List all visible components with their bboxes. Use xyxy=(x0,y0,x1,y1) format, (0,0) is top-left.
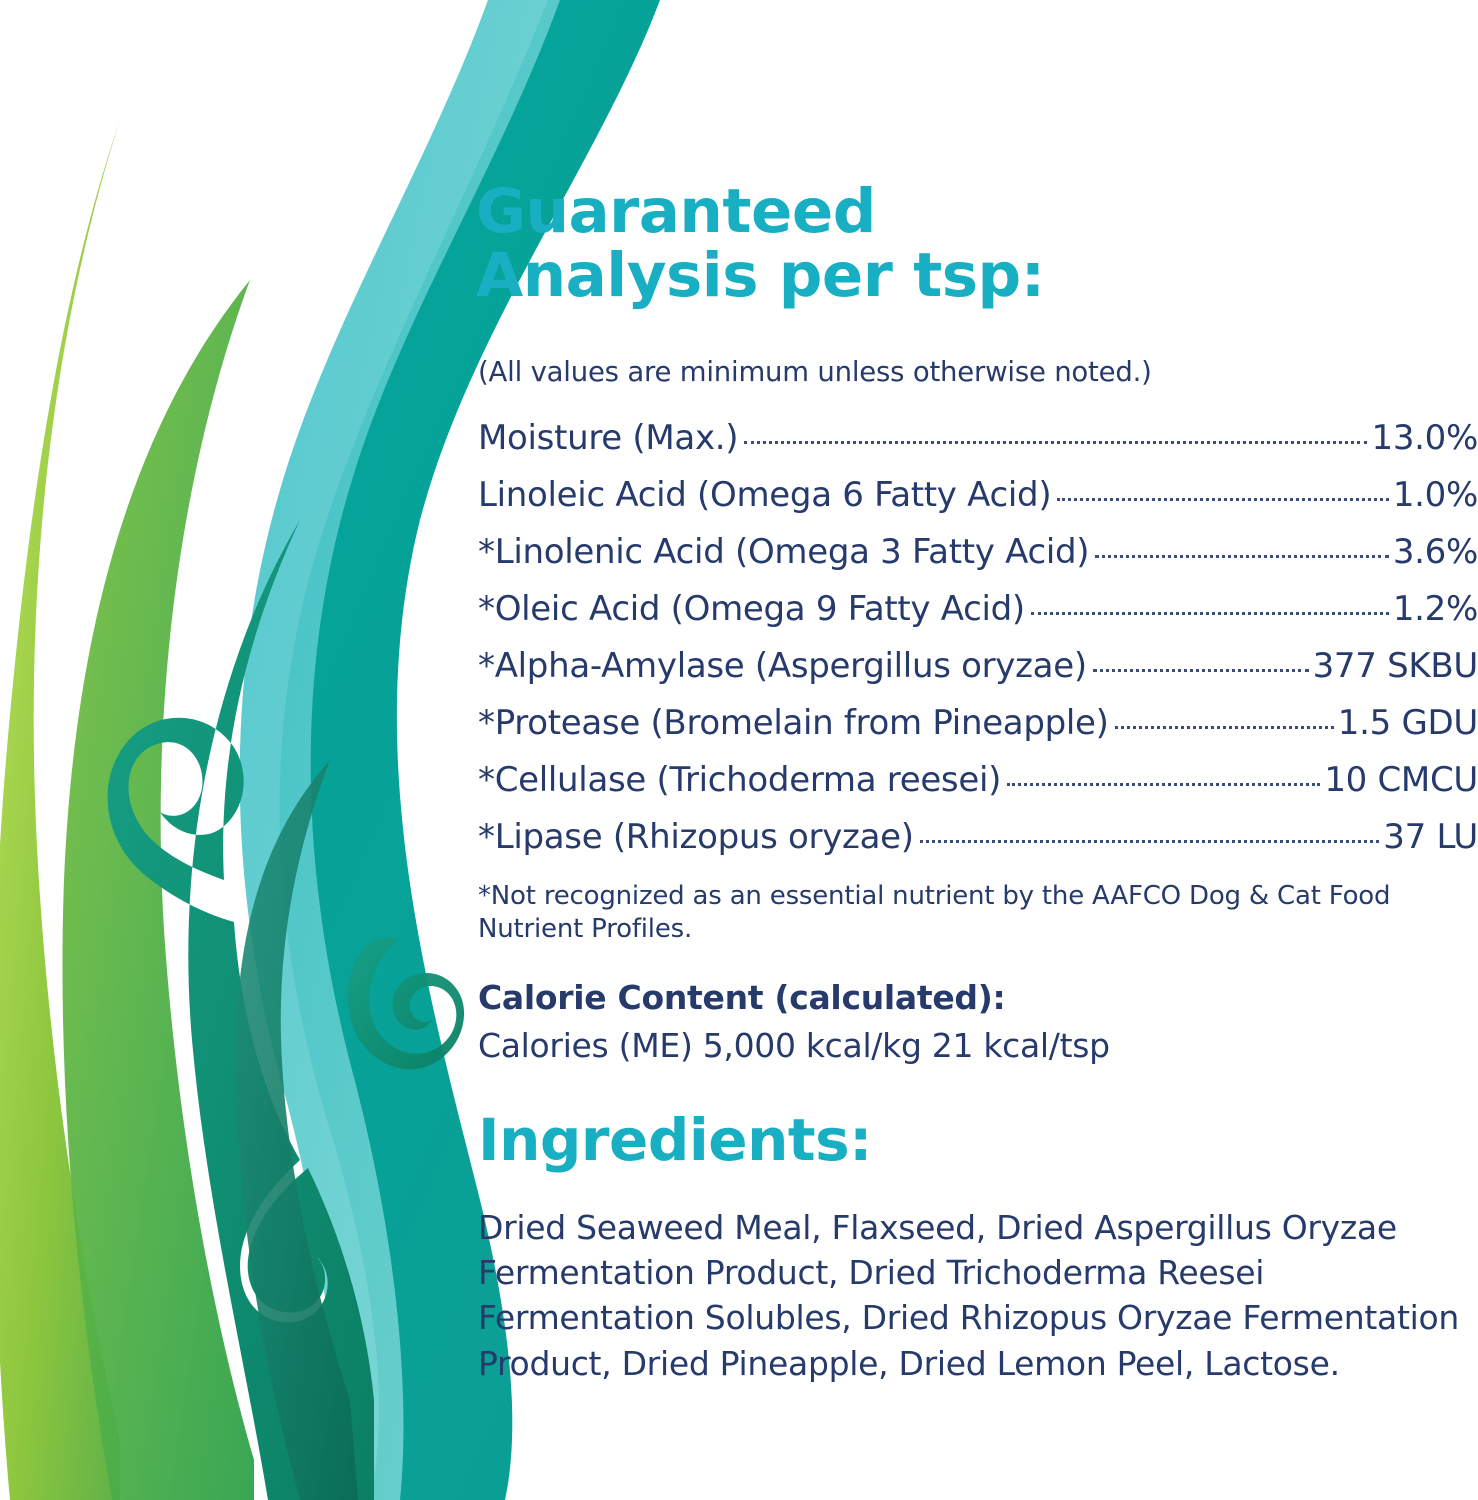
leader-dots xyxy=(1093,669,1309,672)
table-row xyxy=(478,418,1478,475)
guaranteed-analysis-title-line2: Analysis per tsp: xyxy=(476,240,1045,312)
calorie-content-title: Calorie Content (calculated): xyxy=(478,978,1006,1017)
leader-dots xyxy=(920,840,1380,843)
label-content xyxy=(476,0,1478,1500)
guaranteed-analysis-note: (All values are minimum unless otherwise noted.) xyxy=(478,356,1152,388)
leader-dots xyxy=(1007,783,1320,786)
table-row xyxy=(478,475,1478,532)
nutrient-value: 1.2% xyxy=(1392,589,1478,629)
table-row xyxy=(478,532,1478,589)
table-row xyxy=(478,646,1478,703)
nutrient-value: 37 LU xyxy=(1383,817,1478,857)
nutrient-label: *Cellulase (Trichoderma reesei) xyxy=(478,760,1002,800)
leader-dots xyxy=(1057,498,1389,501)
table-row xyxy=(478,817,1478,874)
table-row xyxy=(478,760,1478,817)
table-row xyxy=(478,589,1478,646)
nutrient-value: 1.5 GDU xyxy=(1337,703,1478,743)
nutrient-value: 3.6% xyxy=(1392,532,1478,572)
guaranteed-analysis-footnote: *Not recognized as an essential nutrient by the AAFCO Dog & Cat Food Nutrient Profiles. xyxy=(478,881,1391,945)
leader-dots xyxy=(1095,555,1389,558)
ingredients-title: Ingredients: xyxy=(478,1106,872,1174)
calorie-content-text: Calories (ME) 5,000 kcal/kg 21 kcal/tsp xyxy=(478,1026,1110,1065)
nutrient-value: 10 CMCU xyxy=(1324,760,1478,800)
guaranteed-analysis-title xyxy=(476,176,1436,312)
nutrient-value: 1.0% xyxy=(1392,475,1478,515)
table-row xyxy=(478,703,1478,760)
nutrient-value: 377 SKBU xyxy=(1312,646,1478,686)
ingredients-text: Dried Seaweed Meal, Flaxseed, Dried Aspergillus Oryzae Fermentation Product, Dried Trichoderma Reesei Fermentation Solubles, Dried Rhizopus Oryzae Fermentation Product, Dried Pineapple, Dried Lemon Peel, Lactose. xyxy=(478,1208,1459,1383)
guaranteed-analysis-table xyxy=(478,418,1478,874)
nutrient-label: Moisture (Max.) xyxy=(478,418,739,458)
nutrient-label: *Oleic Acid (Omega 9 Fatty Acid) xyxy=(478,589,1025,629)
nutrient-value: 13.0% xyxy=(1371,418,1478,458)
leader-dots xyxy=(1115,726,1334,729)
nutrient-label: *Linolenic Acid (Omega 3 Fatty Acid) xyxy=(478,532,1090,572)
leader-dots xyxy=(744,441,1367,444)
leader-dots xyxy=(1031,612,1389,615)
nutrient-label: Linoleic Acid (Omega 6 Fatty Acid) xyxy=(478,475,1052,515)
nutrient-label: *Lipase (Rhizopus oryzae) xyxy=(478,817,914,857)
nutrient-label: *Alpha-Amylase (Aspergillus oryzae) xyxy=(478,646,1087,686)
guaranteed-analysis-title-line1: Guaranteed xyxy=(476,176,876,247)
nutrient-label: *Protease (Bromelain from Pineapple) xyxy=(478,703,1109,743)
